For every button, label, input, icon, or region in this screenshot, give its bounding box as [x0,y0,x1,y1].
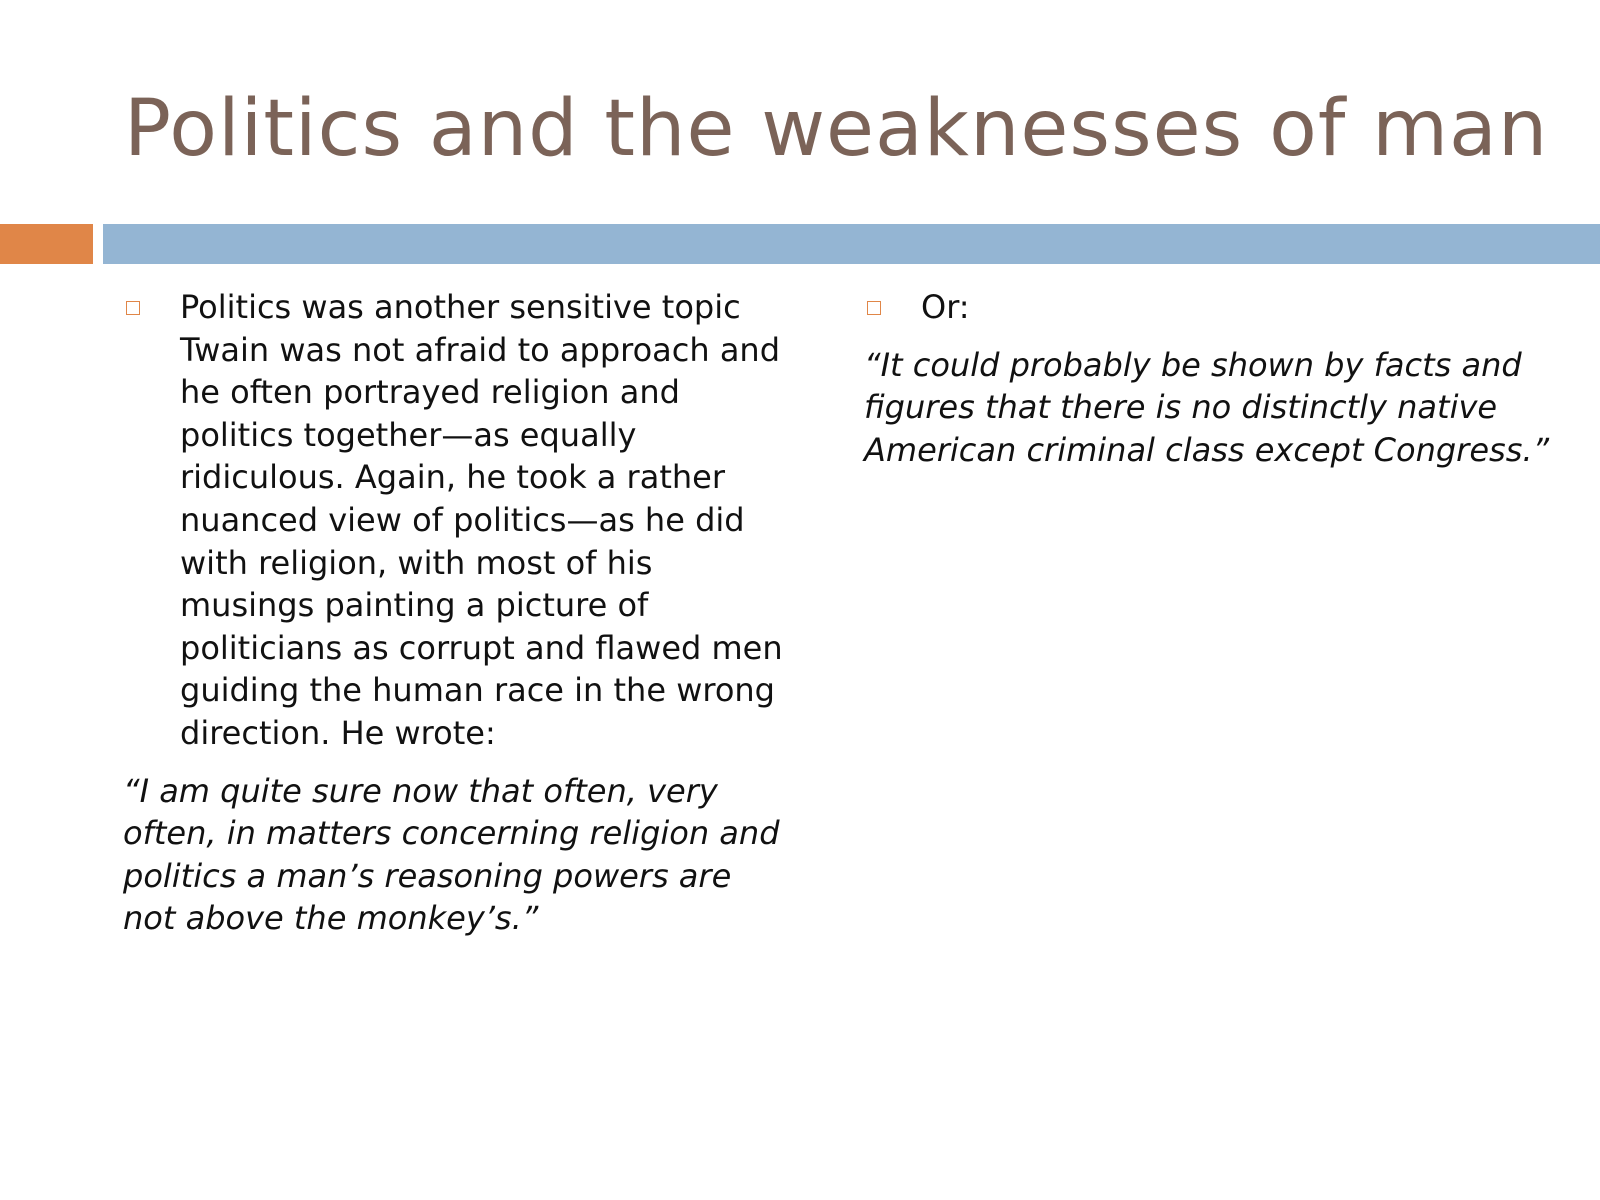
right-column [865,286,1585,471]
accent-bar-orange [0,224,93,264]
slide-title: Politics and the weaknesses of man [124,84,1549,174]
right-quote: “It could probably be shown by facts and figures that there is no distinctly native American criminal class except Congress.” [864,345,1550,469]
left-quote: “I am quite sure now that often, very often, in matters concerning religion and politics a man’s reasoning powers are not above the monkey’s.” [123,771,780,938]
right-bullet-text: Or: [921,288,970,326]
hollow-square-icon [867,301,881,315]
left-bullet [124,286,784,755]
left-column [124,286,784,940]
hollow-square-icon [126,301,140,315]
right-bullet [865,286,1585,329]
accent-bar-blue [103,224,1600,264]
left-bullet-text: Politics was another sensitive topic Twain was not afraid to approach and he often portrayed religion and politics together—as equally ridiculous. Again, he took a rather nuanced view of politics—as he did with religion, with most of his musings painting a picture of politicians as corrupt and flawed men guiding the human race in the wrong direction. He wrote: [180,288,783,752]
